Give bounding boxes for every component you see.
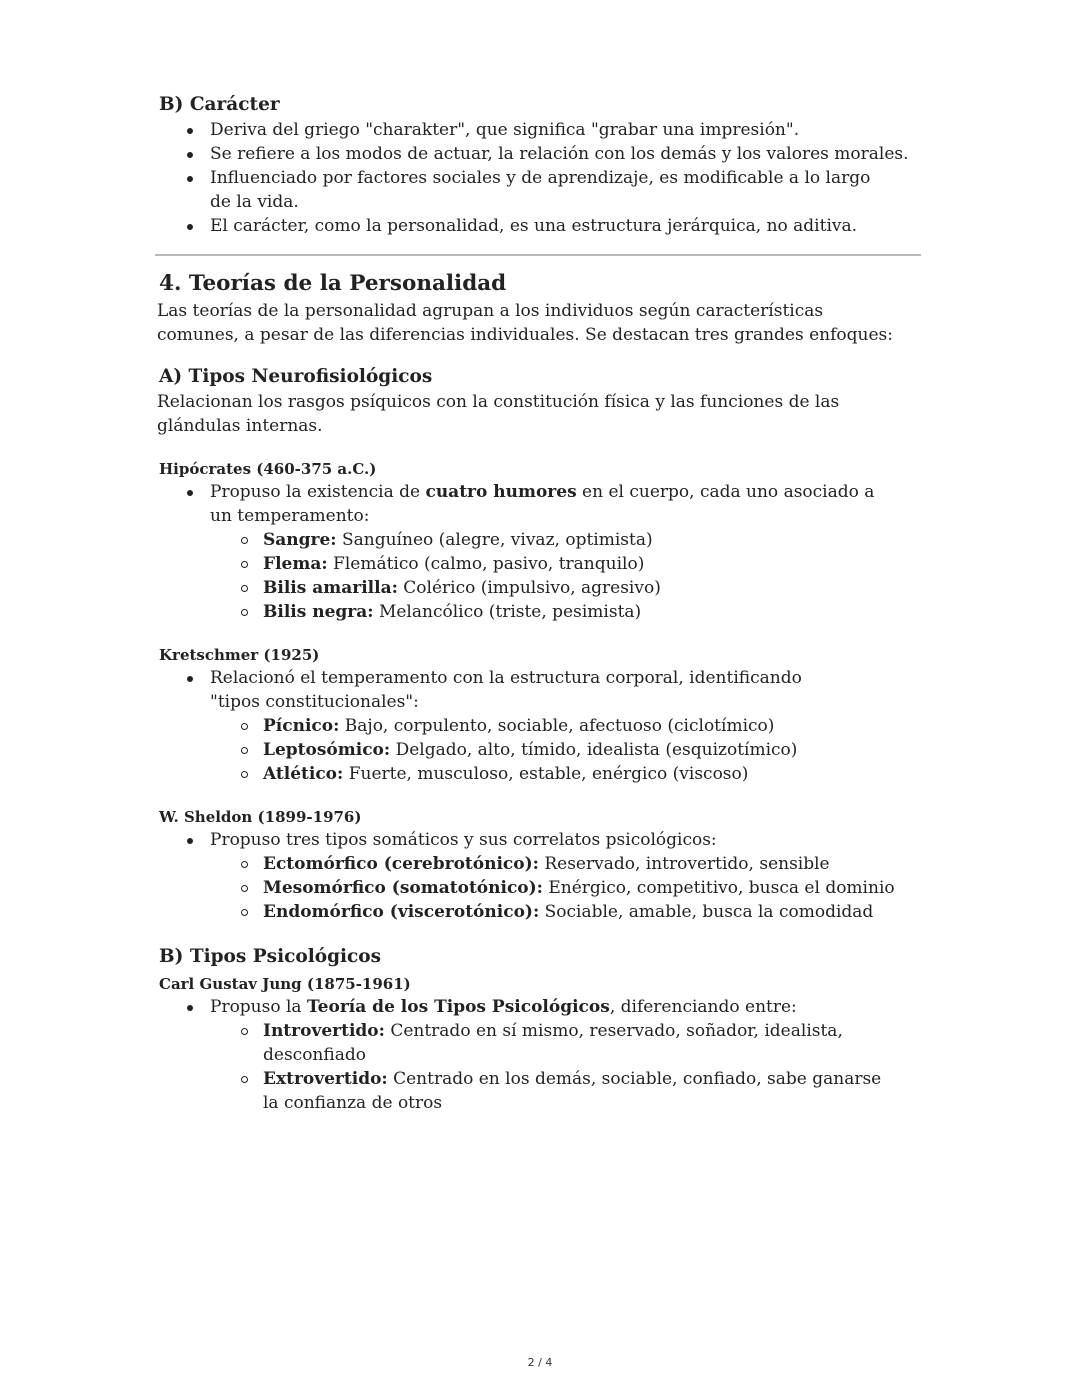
circle-bullet-icon bbox=[241, 771, 248, 778]
circle-bullet-icon bbox=[241, 1028, 248, 1035]
list-item: Extrovertido: Centrado en los demás, sociable, confiado, sabe ganarse la confianza de otros bbox=[210, 1067, 883, 1115]
list-item: Introvertido: Centrado en sí mismo, reservado, soñador, idealista, desconfiado bbox=[210, 1019, 883, 1067]
bullet-icon bbox=[187, 176, 193, 182]
list-item: Bilis negra: Melancólico (triste, pesimista) bbox=[210, 600, 883, 624]
list-item: Se refiere a los modos de actuar, la relación con los demás y los valores morales. bbox=[157, 142, 923, 166]
heading-caracter: B) Carácter bbox=[159, 94, 280, 115]
kretschmer-list bbox=[157, 666, 923, 786]
heading-jung: Carl Gustav Jung (1875-1961) bbox=[159, 975, 411, 993]
list-item: Relacionó el temperamento con la estructura corporal, identificando "tipos constitucionales": Pícnico: Bajo, corpulento, sociable, afectuoso (ciclotímico) Leptosómico: Delgado, alto, tímido, idealista (esquizotímico) Atlético: Fuerte, musculoso, estable, enérgico (viscoso) bbox=[157, 666, 923, 786]
circle-bullet-icon bbox=[241, 609, 248, 616]
bullet-icon bbox=[187, 152, 193, 158]
jung-list bbox=[157, 995, 923, 1115]
list-item: Propuso la Teoría de los Tipos Psicológicos, diferenciando entre: Introvertido: Centrado en sí mismo, reservado, soñador, idealista, desconfiado Extrovertido: Centrado en los demás, sociable, confiado, sabe ganarse la confianza de otros bbox=[157, 995, 923, 1115]
list-item: Bilis amarilla: Colérico (impulsivo, agresivo) bbox=[210, 576, 883, 600]
list-item: Atlético: Fuerte, musculoso, estable, enérgico (viscoso) bbox=[210, 762, 853, 786]
heading-tipos-neurofisiologicos: A) Tipos Neurofisiológicos bbox=[159, 366, 433, 387]
heading-sheldon: W. Sheldon (1899-1976) bbox=[159, 808, 362, 826]
heading-tipos-psicologicos: B) Tipos Psicológicos bbox=[159, 946, 382, 967]
humores-list bbox=[210, 528, 883, 624]
neurofisiologicos-intro: Relacionan los rasgos psíquicos con la constitución física y las funciones de las glándulas internas. bbox=[157, 392, 840, 436]
list-item: Leptosómico: Delgado, alto, tímido, idealista (esquizotímico) bbox=[210, 738, 853, 762]
circle-bullet-icon bbox=[241, 747, 248, 754]
list-item: Mesomórfico (somatotónico): Enérgico, competitivo, busca el dominio bbox=[210, 876, 923, 900]
page-indicator: 2 / 4 bbox=[527, 1356, 553, 1369]
bullet-icon bbox=[187, 128, 193, 134]
document-page bbox=[157, 92, 923, 1115]
circle-bullet-icon bbox=[241, 561, 248, 568]
list-item: El carácter, como la personalidad, es una estructura jerárquica, no aditiva. bbox=[157, 214, 923, 238]
heading-teorias-personalidad: 4. Teorías de la Personalidad bbox=[159, 271, 507, 296]
list-item: Sangre: Sanguíneo (alegre, vivaz, optimista) bbox=[210, 528, 883, 552]
tipos-somaticos-list bbox=[210, 852, 923, 924]
teorias-intro: Las teorías de la personalidad agrupan a los individuos según características comunes, a pesar de las diferencias individuales. Se destacan tres grandes enfoques: bbox=[157, 301, 893, 345]
caracter-list bbox=[157, 118, 923, 238]
heading-kretschmer: Kretschmer (1925) bbox=[159, 646, 320, 664]
circle-bullet-icon bbox=[241, 723, 248, 730]
bullet-icon bbox=[187, 838, 193, 844]
circle-bullet-icon bbox=[241, 909, 248, 916]
circle-bullet-icon bbox=[241, 585, 248, 592]
circle-bullet-icon bbox=[241, 861, 248, 868]
bullet-icon bbox=[187, 676, 193, 682]
bullet-icon bbox=[187, 224, 193, 230]
list-item: Ectomórfico (cerebrotónico): Reservado, introvertido, sensible bbox=[210, 852, 923, 876]
bullet-icon bbox=[187, 490, 193, 496]
list-item: Deriva del griego "charakter", que significa "grabar una impresión". bbox=[157, 118, 923, 142]
sheldon-list bbox=[157, 828, 923, 924]
list-item: Propuso tres tipos somáticos y sus correlatos psicológicos: Ectomórfico (cerebrotónico): Reservado, introvertido, sensible Mesomórfico (somatotónico): Enérgico, competitivo, busca el dominio Endomórfico (viscerotónico): Sociable, amable, busca la comodidad bbox=[157, 828, 923, 924]
list-item: Pícnico: Bajo, corpulento, sociable, afectuoso (ciclotímico) bbox=[210, 714, 853, 738]
jung-tipos-list bbox=[210, 1019, 883, 1115]
list-item: Flema: Flemático (calmo, pasivo, tranquilo) bbox=[210, 552, 883, 576]
bullet-icon bbox=[187, 1005, 193, 1011]
heading-hipocrates: Hipócrates (460-375 a.C.) bbox=[159, 460, 377, 478]
list-item: Endomórfico (viscerotónico): Sociable, amable, busca la comodidad bbox=[210, 900, 923, 924]
circle-bullet-icon bbox=[241, 1076, 248, 1083]
list-item: Influenciado por factores sociales y de aprendizaje, es modificable a lo largo de la vida. bbox=[157, 166, 923, 214]
circle-bullet-icon bbox=[241, 885, 248, 892]
hipocrates-list bbox=[157, 480, 923, 624]
list-item: Propuso la existencia de cuatro humores en el cuerpo, cada uno asociado a un temperamento: Sangre: Sanguíneo (alegre, vivaz, optimista) Flema: Flemático (calmo, pasivo, tranquilo) Bilis amarilla: Colérico (impulsivo, agresivo) Bilis negra: Melancólico (triste, pesimista) bbox=[157, 480, 923, 624]
tipos-constitucionales-list bbox=[210, 714, 853, 786]
circle-bullet-icon bbox=[241, 537, 248, 544]
